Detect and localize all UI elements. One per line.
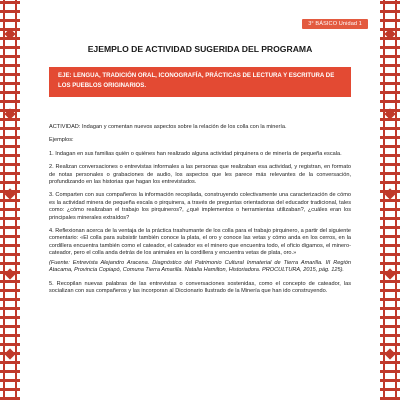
example-item-4: 4. Reflexionan acerca de la ventaja de la práctica trashumante de los colla para el trabajo pirquinero, a partir del siguiente comentario: «El colla para subsistir también conoce la plata, el oro y conoce las vetas y cómo anda en los cerros, en la cordillera encuentra también como el cateador, el cateador es el minero que encuentra todo, el oficio digamos, el minero-cateador, pero el colla anda detrás de los animales en la cordillera y encuentra vetas de plata, oro.» [49,228,351,257]
example-item-1: 1. Indagan en sus familias quién o quiénes han realizado alguna actividad pirquinera o de minería de pequeña escala. [49,150,342,157]
diamond-motif-icon [4,28,15,39]
diamond-motif-icon [4,348,15,359]
page-title: EJEMPLO DE ACTIVIDAD SUGERIDA DEL PROGRAMA [87,44,313,54]
diamond-motif-icon [384,108,395,119]
examples-label: Ejemplos: [49,137,74,144]
diamond-motif-icon [384,188,395,199]
diamond-motif-icon [384,348,395,359]
example-item-2: 2. Realizan conversaciones o entrevistas informales a las personas que realizaban esa actividad, y registran, en formato de notas personales o grabaciones de audio, los aspectos que les parece más relevantes de la conversación, profundizando en las historias que hagan los entrevistados. [49,164,351,186]
activity-content [49,124,351,301]
grade-unit-badge: 3° BÁSICO Unidad 1 [302,19,368,29]
source-citation: (Fuente: Entrevista Alejandro Aracena. Diagnóstico del Patrimonio Cultural Inmaterial de Tierra Amarilla. III Región Atacama, Provincia Copiapó, Comuna Tierra Amarilla. Natalia Hamilton, Historiadora. PROCULTURA, 2015, pág. 125). [49,259,351,274]
diamond-motif-icon [4,268,15,279]
eje-banner: EJE: LENGUA, TRADICIÓN ORAL, ICONOGRAFÍA, PRÁCTICAS DE LECTURA Y ESCRITURA DE LOS PUEBLOS ORIGINARIOS. [49,67,351,97]
activity-statement: ACTIVIDAD: Indagan y comentan nuevos aspectos sobre la relación de los colla con la minería. [49,124,287,130]
example-item-5: 5. Recopilan nuevas palabras de las entrevistas o conversaciones sostenidas, como el concepto de cateador, las socializan con sus compañeros y las incorporan al Diccionario Ilustrado de la Minería que han ido construyendo. [49,280,351,294]
left-decorative-border [0,0,20,400]
diamond-motif-icon [384,268,395,279]
right-decorative-border [380,0,400,400]
example-item-3: 3. Comparten con sus compañeros la información recopilada, construyendo colectivamente una caracterización de cómo es la actividad minera de pequeña escala o pirquinera, a través de preguntas orientadoras del educador tradicional, tales como: ¿cómo realizaban el trabajo los pirquineros?, ¿qué implementos o herramientas utilizaban?, ¿cuáles eran los principales minerales extraídos? [49,192,351,221]
diamond-motif-icon [384,28,395,39]
diamond-motif-icon [4,188,15,199]
diamond-motif-icon [4,108,15,119]
